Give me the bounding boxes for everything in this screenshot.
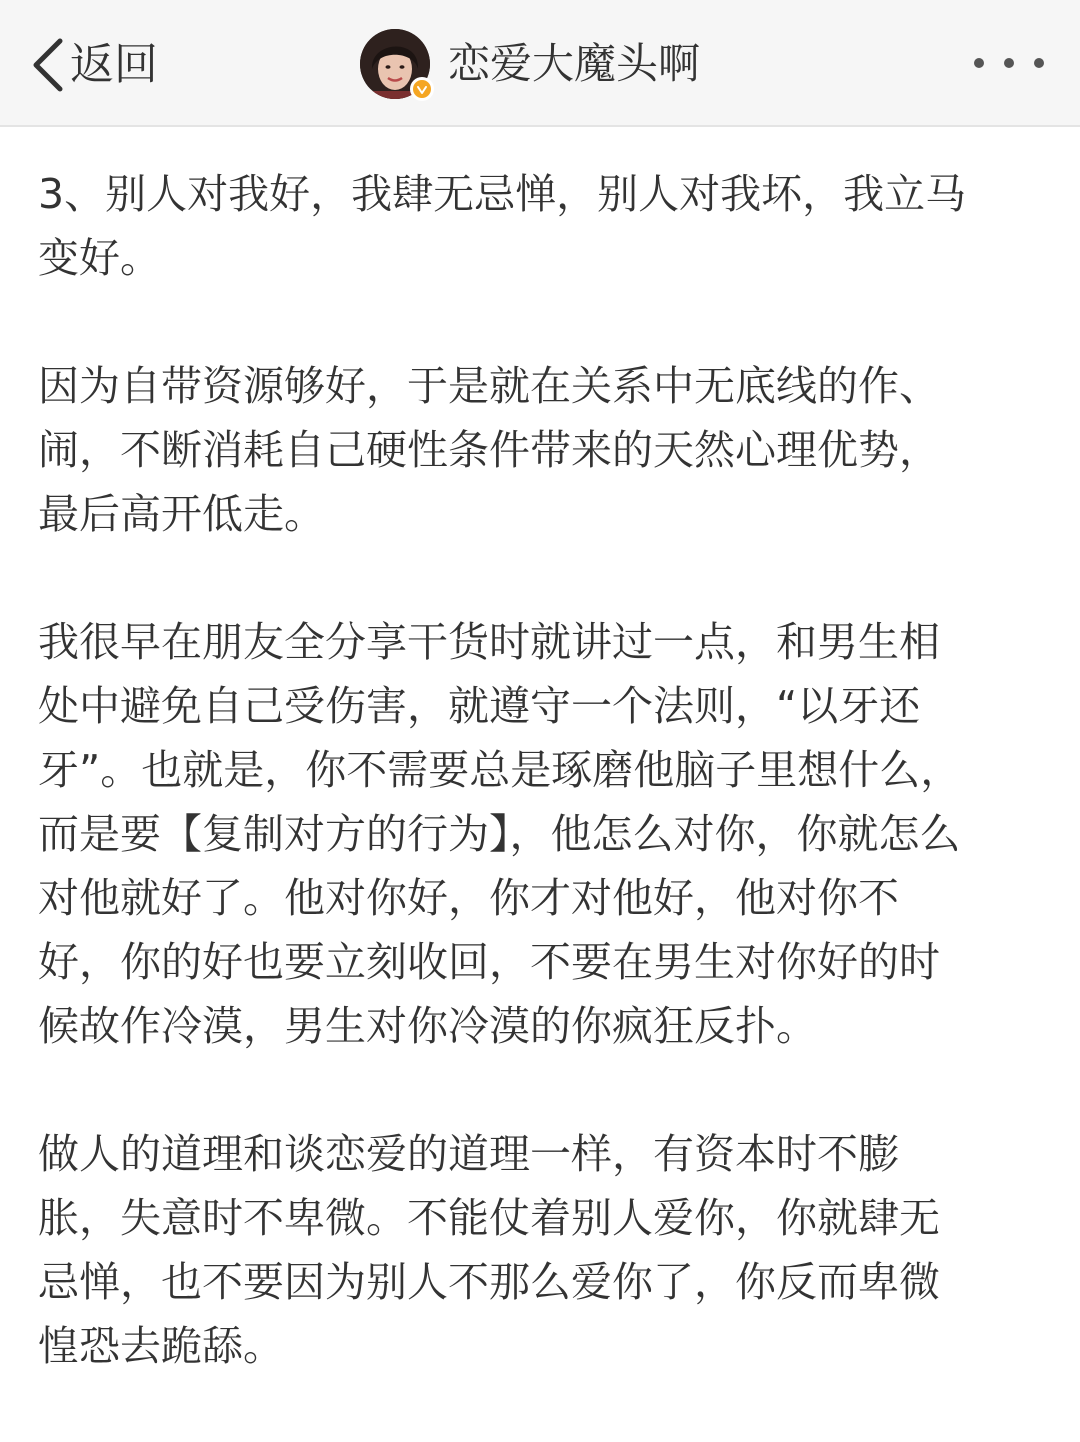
more-dot <box>1034 58 1044 68</box>
text-line: 惶恐去跪舔。 <box>38 1322 284 1370</box>
paragraph <box>38 354 1038 546</box>
text-line: 做人的道理和谈恋爱的道理一样，有资本时不膨 <box>38 1130 899 1178</box>
text-line: 最后高开低走。 <box>38 490 325 538</box>
back-label: 返回 <box>70 39 158 90</box>
navigation-bar <box>0 0 1080 127</box>
avatar[interactable] <box>360 29 430 99</box>
text-line: 我很早在朋友全分享干货时就讲过一点，和男生相 <box>38 618 940 666</box>
user-header[interactable] <box>360 28 700 100</box>
text-line: 而是要【复制对方的行为】，他怎么对你，你就怎么 <box>38 810 961 858</box>
text-line: 好，你的好也要立刻收回，不要在男生对你好的时 <box>38 938 940 986</box>
text-line: 闹，不断消耗自己硬性条件带来的天然心理优势， <box>38 426 940 474</box>
back-button[interactable] <box>30 30 158 100</box>
chevron-left-icon <box>30 37 64 93</box>
text-line: 忌惮，也不要因为别人不那么爱你了，你反而卑微 <box>38 1258 940 1306</box>
article-body <box>38 162 1038 1442</box>
text-line: 因为自带资源够好，于是就在关系中无底线的作、 <box>38 362 940 410</box>
paragraph <box>38 610 1038 1058</box>
text-line: 胀，失意时不卑微。不能仗着别人爱你，你就肆无 <box>38 1194 940 1242</box>
username[interactable]: 恋爱大魔头啊 <box>448 39 701 88</box>
more-options-icon[interactable] <box>974 48 1044 78</box>
text-line: 变好。 <box>38 234 161 282</box>
paragraph <box>38 1122 1038 1378</box>
verified-badge-icon <box>410 77 434 101</box>
text-line: 处中避免自己受伤害，就遵守一个法则，“以牙还 <box>38 682 921 730</box>
text-line: 候故作冷漠，男生对你冷漠的你疯狂反扑。 <box>38 1002 817 1050</box>
more-dot <box>1004 58 1014 68</box>
text-line: 牙”。也就是，你不需要总是琢磨他脑子里想什么， <box>38 746 962 794</box>
paragraph <box>38 162 1038 290</box>
more-dot <box>974 58 984 68</box>
text-line: 3、别人对我好，我肆无忌惮，别人对我坏，我立马 <box>38 170 967 218</box>
text-line: 对他就好了。他对你好，你才对他好，他对你不 <box>38 874 899 922</box>
